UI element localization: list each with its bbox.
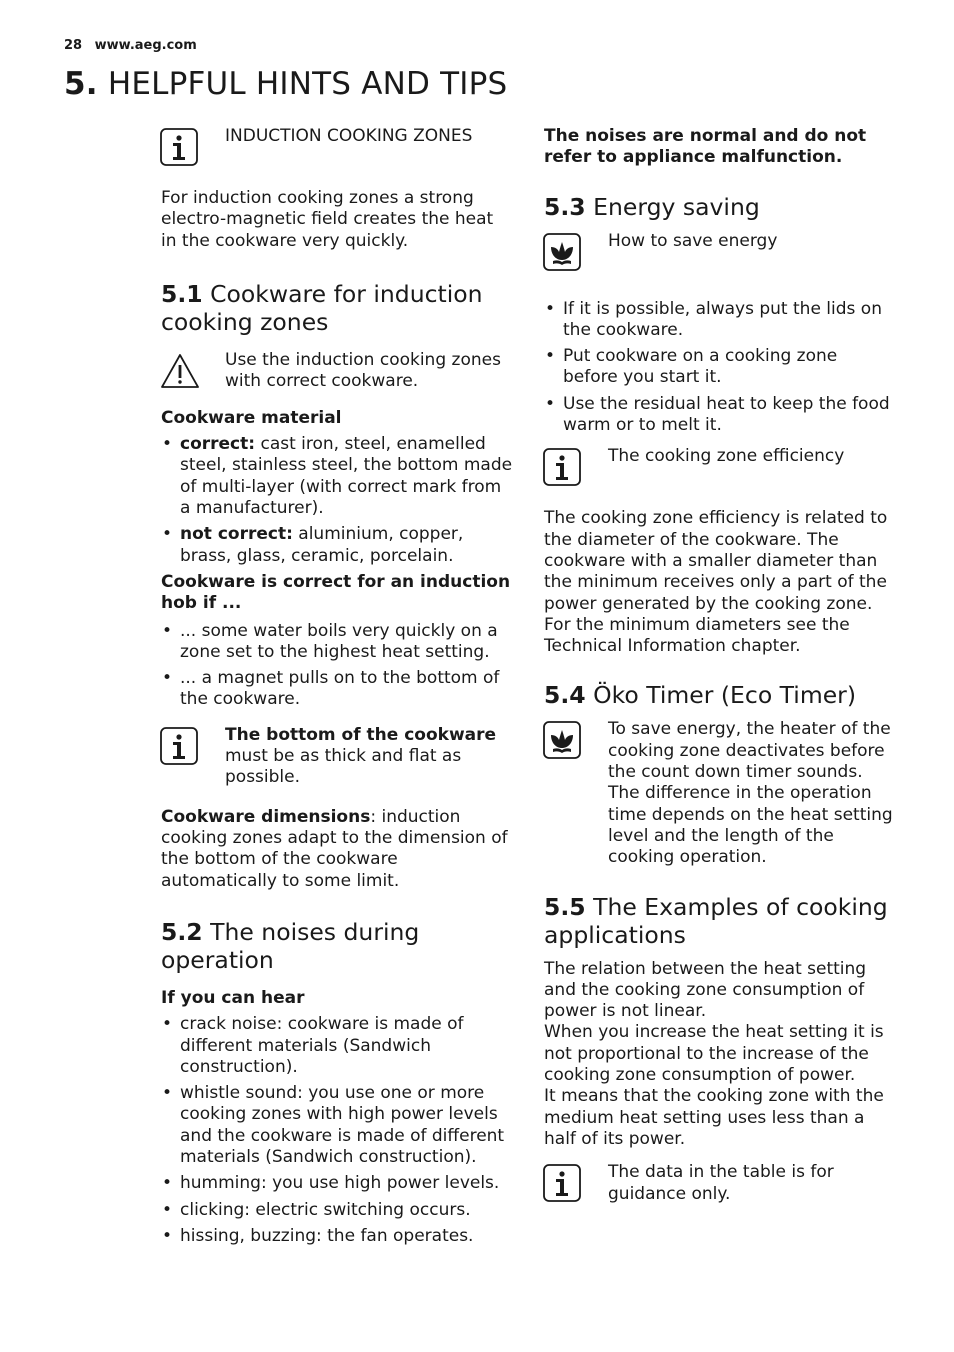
info-icon bbox=[543, 1164, 581, 1202]
environment-icon bbox=[543, 233, 581, 271]
table-note-text: The data in the table is for guidance only. bbox=[608, 1162, 834, 1204]
info-icon bbox=[160, 727, 198, 765]
note-bottom-bold: The bottom of the cookware bbox=[225, 724, 497, 745]
if-you-hear-heading: If you can hear bbox=[161, 987, 305, 1008]
section-5-3-number: 5.3 bbox=[544, 192, 586, 221]
header-url: www.aeg.com bbox=[94, 38, 197, 53]
list-item: • If it is possible, always put the lids on the cookware. bbox=[544, 299, 896, 342]
note-efficiency bbox=[544, 446, 896, 508]
right-column bbox=[544, 126, 896, 1205]
section-5-2-number: 5.2 bbox=[161, 917, 203, 946]
list-item bbox=[161, 434, 513, 519]
cookware-material-heading: Cookware material bbox=[161, 407, 342, 428]
correct-if-heading: Cookware is correct for an induction hob if ... bbox=[161, 571, 511, 614]
environment-icon bbox=[543, 721, 581, 759]
note-induction bbox=[161, 126, 513, 188]
material-text: aluminium, copper, brass, glass, ceramic, porcelain. bbox=[180, 524, 464, 566]
dimensions-bold: Cookware dimensions bbox=[161, 806, 371, 827]
list-item: • crack noise: cookware is made of different materials (Sandwich construction). bbox=[161, 1014, 513, 1078]
note-bottom-cookware bbox=[161, 725, 513, 805]
list-item: • ... a magnet pulls on to the bottom of the cookware. bbox=[161, 668, 513, 711]
energy-list bbox=[544, 299, 896, 437]
info-icon bbox=[160, 128, 198, 166]
section-5-4-number: 5.4 bbox=[544, 681, 586, 710]
section-5-1-number: 5.1 bbox=[161, 279, 203, 308]
note-induction-text: INDUCTION COOKING ZONES bbox=[225, 126, 473, 146]
relation-paragraph-1: The relation between the heat setting and the cooking zone consumption of power is not linear. bbox=[544, 958, 867, 1022]
note-save-energy bbox=[544, 231, 896, 293]
page-number: 28 bbox=[64, 38, 83, 53]
list-item: • humming: you use high power levels. bbox=[161, 1173, 513, 1194]
page-title bbox=[64, 66, 507, 102]
list-item: • whistle sound: you use one or more cooking zones with high power levels and the cookware is made of different materials (Sandwich construction). bbox=[161, 1083, 513, 1168]
relation-paragraph-2: When you increase the heat setting it is not proportional to the increase of the cooking zone consumption of power. bbox=[544, 1022, 884, 1086]
list-item: • ... some water boils very quickly on a zone set to the highest heat setting. bbox=[161, 621, 513, 664]
info-icon bbox=[543, 448, 581, 486]
dimensions-rest: : induction cooking zones adapt to the dimension of the bottom of the cookware automatically to some limit. bbox=[161, 806, 508, 891]
section-5-1-title: Cookware for induction cooking zones bbox=[161, 279, 483, 336]
note-eco-timer bbox=[544, 719, 896, 868]
note-warning-cookware bbox=[161, 350, 513, 402]
section-5-3-heading bbox=[544, 193, 896, 221]
section-5-5-number: 5.5 bbox=[544, 892, 586, 921]
save-energy-text: How to save energy bbox=[608, 230, 778, 251]
correct-if-list bbox=[161, 621, 513, 711]
page-title-text: HELPFUL HINTS AND TIPS bbox=[107, 66, 508, 102]
section-5-4-title: Öko Timer (Eco Timer) bbox=[593, 681, 857, 710]
page-header bbox=[64, 38, 197, 53]
efficiency-note-text: The cooking zone efficiency bbox=[608, 446, 845, 467]
warning-text: Use the induction cooking zones with correct cookware. bbox=[225, 349, 501, 392]
material-label: not correct: bbox=[180, 524, 293, 545]
noises-normal-text: The noises are normal and do not refer to appliance malfunction. bbox=[544, 126, 867, 168]
list-item: • clicking: electric switching occurs. bbox=[161, 1200, 513, 1221]
material-list bbox=[161, 434, 513, 567]
section-5-4-heading bbox=[544, 681, 896, 709]
note-bottom-rest: must be as thick and flat as possible. bbox=[225, 746, 462, 788]
section-5-5-heading bbox=[544, 893, 896, 949]
section-5-2-title: The noises during operation bbox=[161, 917, 420, 974]
list-item: • Use the residual heat to keep the food warm or to melt it. bbox=[544, 394, 896, 437]
warning-icon bbox=[160, 352, 198, 390]
page-title-number: 5. bbox=[64, 66, 98, 102]
section-5-1-heading bbox=[161, 280, 513, 336]
section-5-3-title: Energy saving bbox=[593, 192, 760, 221]
intro-paragraph: For induction cooking zones a strong electro-magnetic field creates the heat in the cookware very quickly. bbox=[161, 188, 494, 251]
list-item bbox=[161, 524, 513, 567]
section-5-2-heading bbox=[161, 918, 513, 974]
note-bottom-text bbox=[225, 725, 513, 789]
list-item: • Put cookware on a cooking zone before you start it. bbox=[544, 346, 896, 389]
dimensions-paragraph bbox=[161, 807, 513, 892]
noise-list bbox=[161, 1014, 513, 1247]
note-table-guidance bbox=[544, 1162, 896, 1205]
eco-timer-text: To save energy, the heater of the cooking zone deactivates before the count down timer sounds. The difference in the operation time depends on the heat setting level and the length of the cooking operation. bbox=[608, 719, 893, 868]
left-column bbox=[161, 126, 513, 1252]
section-5-5-title: The Examples of cooking applications bbox=[544, 892, 888, 949]
efficiency-paragraph: The cooking zone efficiency is related to the diameter of the cookware. The cookware with a smaller diameter than the minimum receives only a part of the power generated by the cooking zone. For the minimum diameters see the Technical Information chapter. bbox=[544, 508, 888, 657]
material-label: correct: bbox=[180, 434, 256, 455]
relation-paragraph-3: It means that the cooking zone with the medium heat setting uses less than a half of its power. bbox=[544, 1086, 884, 1149]
material-text: cast iron, steel, enamelled steel, stainless steel, the bottom made of multi-layer (with correct mark from a manufacturer). bbox=[180, 434, 513, 519]
list-item: • hissing, buzzing: the fan operates. bbox=[161, 1226, 513, 1247]
